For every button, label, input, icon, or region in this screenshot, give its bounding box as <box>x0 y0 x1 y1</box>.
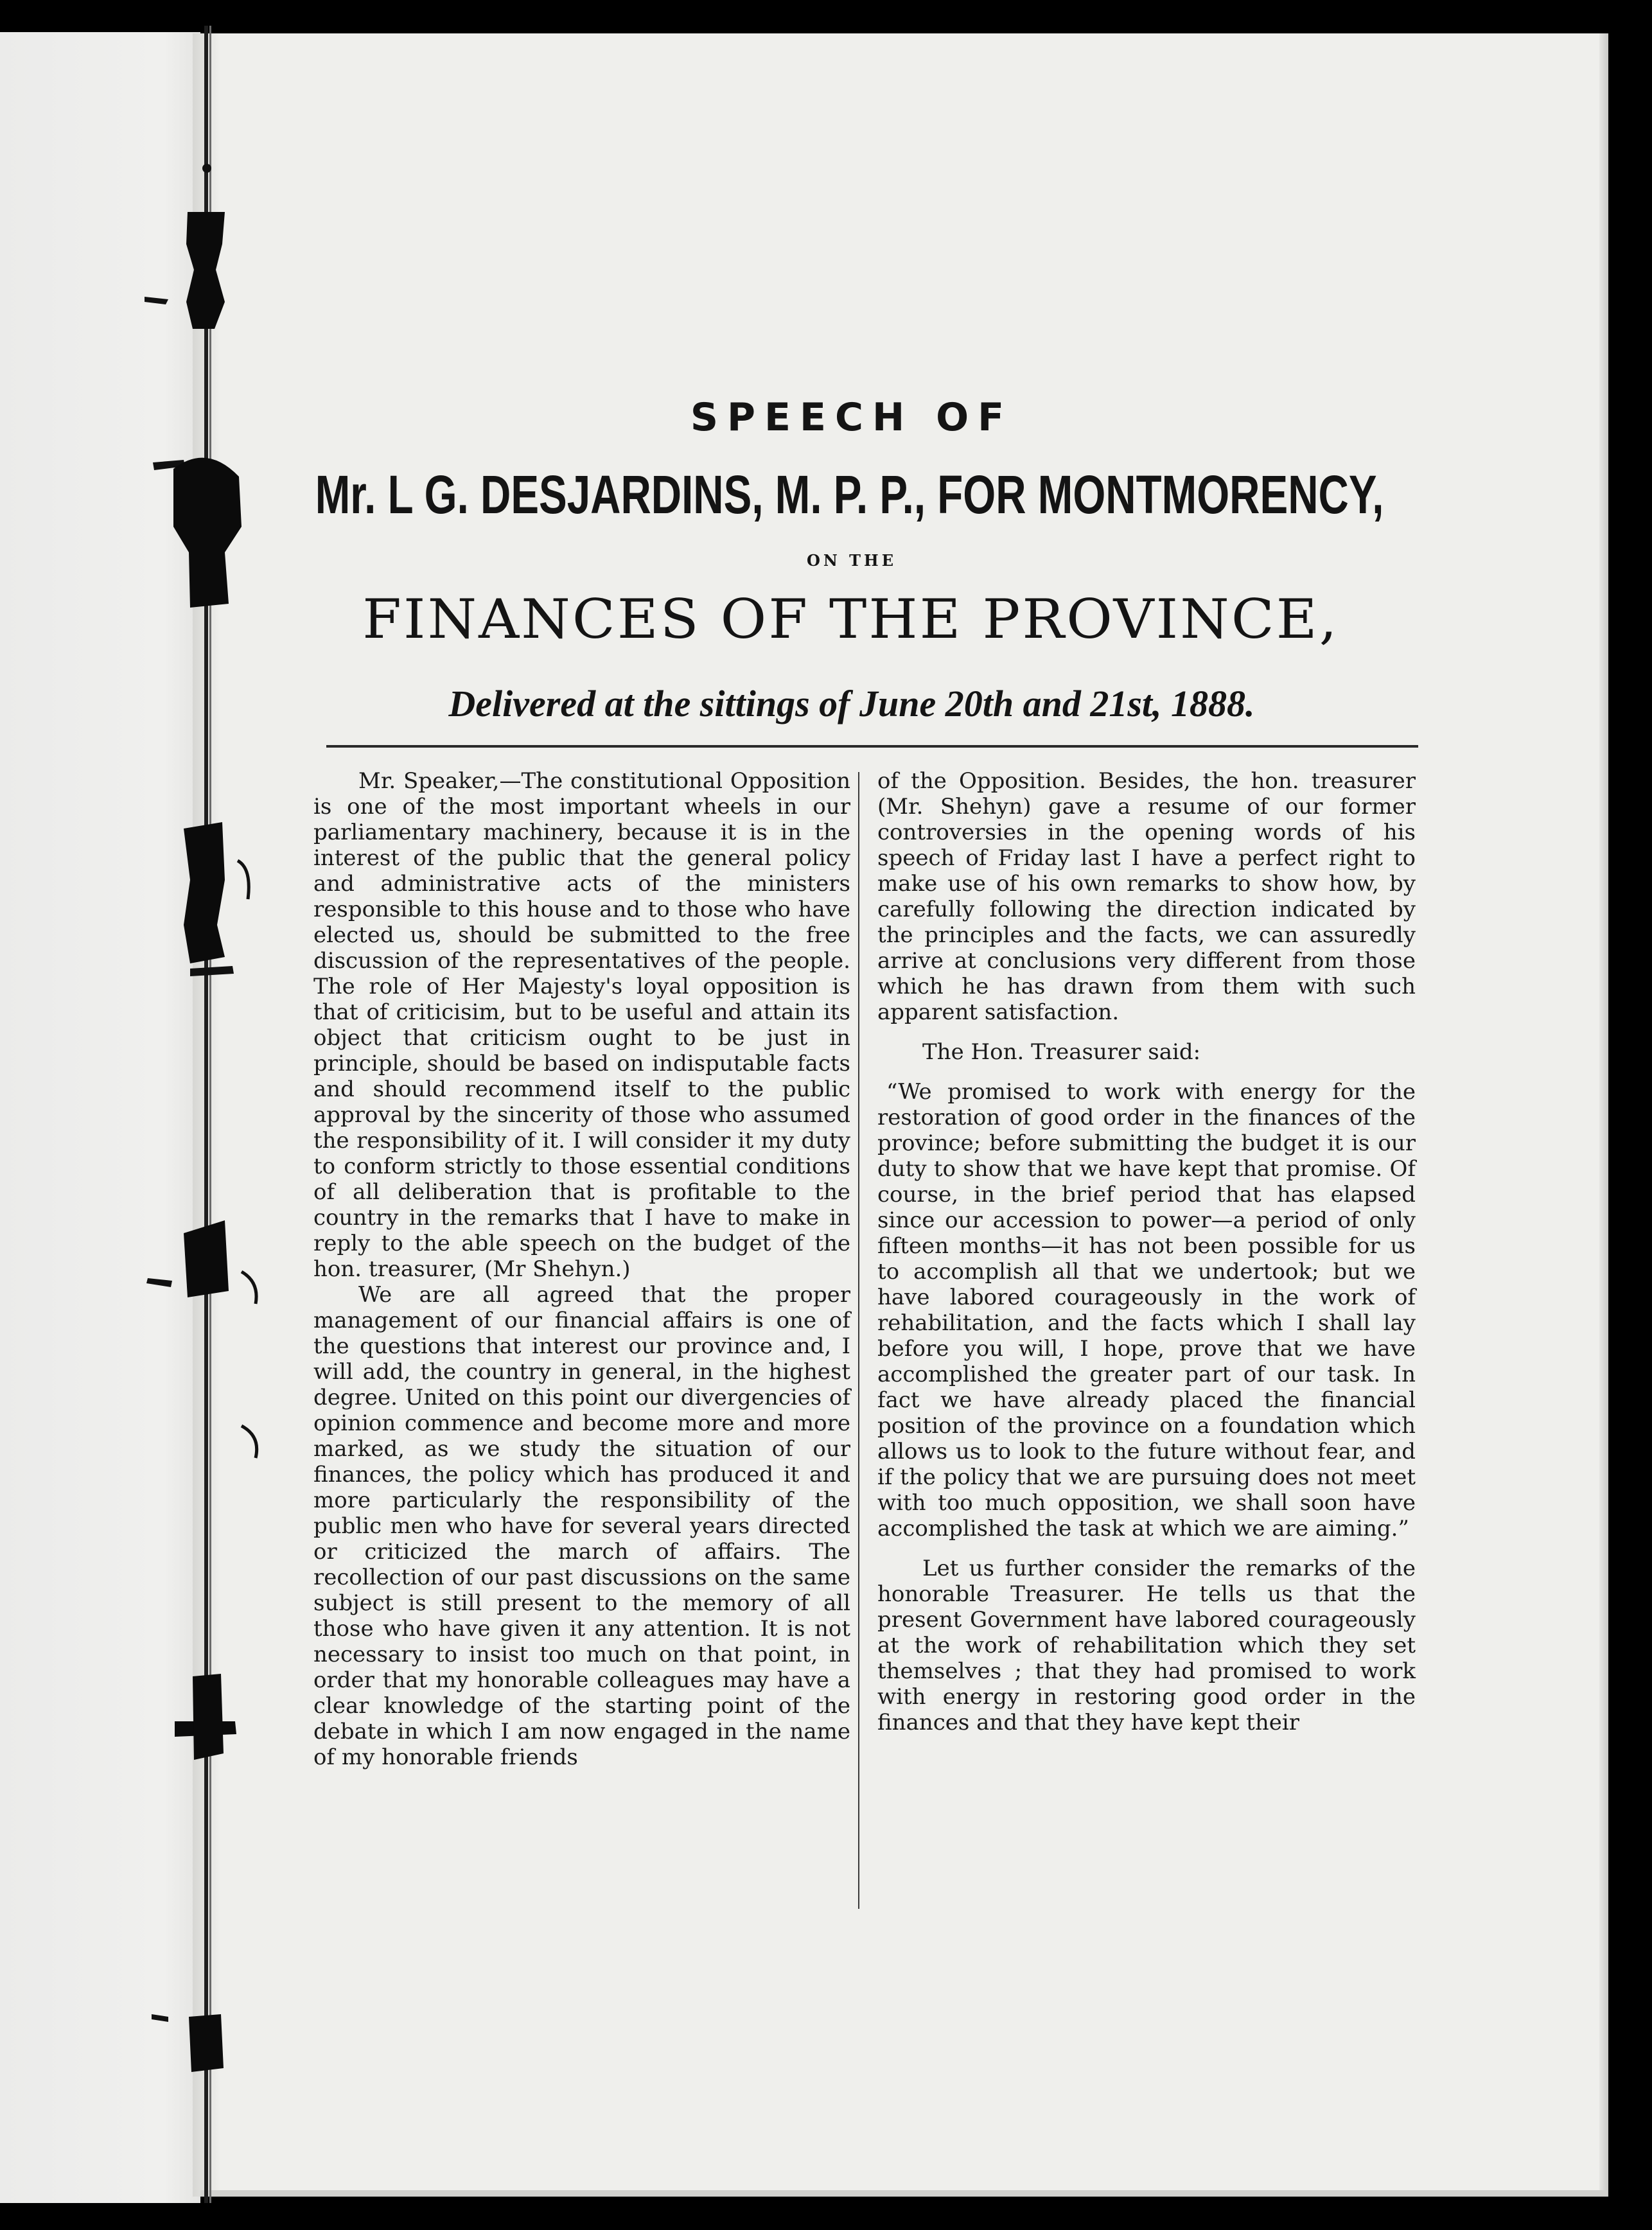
heading-connector: ON THE <box>806 551 897 570</box>
speaker-title: Mr. L G. DESJARDINS, M. P. P., FOR MONTMORENCY, <box>315 464 1384 525</box>
stitch-mark <box>146 1278 172 1287</box>
binding-thread <box>204 26 208 2203</box>
delivery-date-line: Delivered at the sittings of June 20th and 21st, 1888. <box>448 683 1255 724</box>
left-column <box>313 768 850 1770</box>
binding-thread-shadow <box>209 26 211 2203</box>
stitch-knot <box>184 1220 229 1297</box>
stitch-hole <box>202 164 211 173</box>
paragraph: The Hon. Treasurer said: <box>922 1039 1201 1065</box>
heading-speech-of: SPEECH OF <box>690 395 1014 440</box>
stitch-knot <box>186 212 225 329</box>
column-divider <box>858 772 859 1909</box>
stitch-mark <box>242 1272 256 1304</box>
stitch-mark <box>242 1426 257 1458</box>
right-column <box>877 768 1416 1735</box>
stitch-knot <box>184 822 225 963</box>
paragraph: Mr. Speaker,—The constitutional Opposition is one of the most important wheels in our parliamentary machinery, because it is in the interest of the public that the general policy and administrative acts of the ministers responsible to this house and to those who have elected us, should be submitted to the free discussion of the representatives of the people. The role of Her Majesty's loyal opposition is that of criticisim, but to be useful and attain its object that criticism ought to be just in principle, should be based on indisputable facts and should recommend itself to the public approval by the sincerity of those who assumed the responsibility of it. I will consider it my duty to conform strictly to those essential conditions of all deliberation that is profitable to the country in the remarks that I have to make in reply to the able speech on the budget of the hon. treasurer, (Mr Shehyn.) <box>313 768 850 1282</box>
block-quote: “We promised to work with energy for the restoration of good order in the finances of the province; before submitting the budget it is our duty to show that we have kept that promise. Of course, in the brief period that has elapsed since our accession to power—a period of only fifteen months—it has not been possible for us to accomplish all that we undertook; but we have labored courageously in the work of rehabilitation, and the facts which I shall lay before you will, I hope, prove that we have accomplished the greater part of our task. In fact we have already placed the financial position of the province on a foundation which allows us to look to the future without fear, and if the policy that we are pursuing does not meet with too much opposition, we shall soon have accomplished the task at which we are aiming.” <box>877 1079 1416 1541</box>
paragraph: Let us further consider the remarks of the honorable Treasurer. He tells us that the present Government have labored courageously at the work of rehabilitation which they set themselves ; that they had promised to work with energy in restoring good order in the finances and that they have kept their <box>877 1556 1416 1735</box>
stitch-knot <box>189 2014 224 2072</box>
header-rule <box>326 745 1418 748</box>
speech-subject: FINANCES OF THE PROVINCE, <box>362 588 1339 651</box>
stitch-mark <box>238 861 249 899</box>
paragraph: We are all agreed that the proper management of our financial affairs is one of the questions that interest our province and, I will add, the country in general, in the highest degree. United on this point our divergencies of opinion commence and become more and more marked, as we study the situation of our finances, the policy which has produced it and more particularly the responsibility of the public men who have for several years directed or criticized the march of affairs. The recollection of our past discussions on the same subject is still present to the memory of all those who have given it any attention. It is not necessary to insist too much on that point, in order that my honorable colleagues may have a clear knowledge of the starting point of the debate in which I am now engaged in the name of my honorable friends <box>313 1282 850 1770</box>
stitch-mark <box>145 297 168 304</box>
paragraph: of the Opposition. Besides, the hon. treasurer (Mr. Shehyn) gave a resume of our former controversies in the opening words of his speech of Friday last I have a perfect right to make use of his own remarks to show how, by carefully following the direction indicated by the principles and the facts, we can assuredly arrive at conclusions very different from those which he has drawn from them with such apparent satisfaction. <box>877 768 1416 1025</box>
stitch-mark <box>152 2014 168 2022</box>
stitch-mark <box>190 966 234 976</box>
stitch-knot <box>193 1674 224 1760</box>
